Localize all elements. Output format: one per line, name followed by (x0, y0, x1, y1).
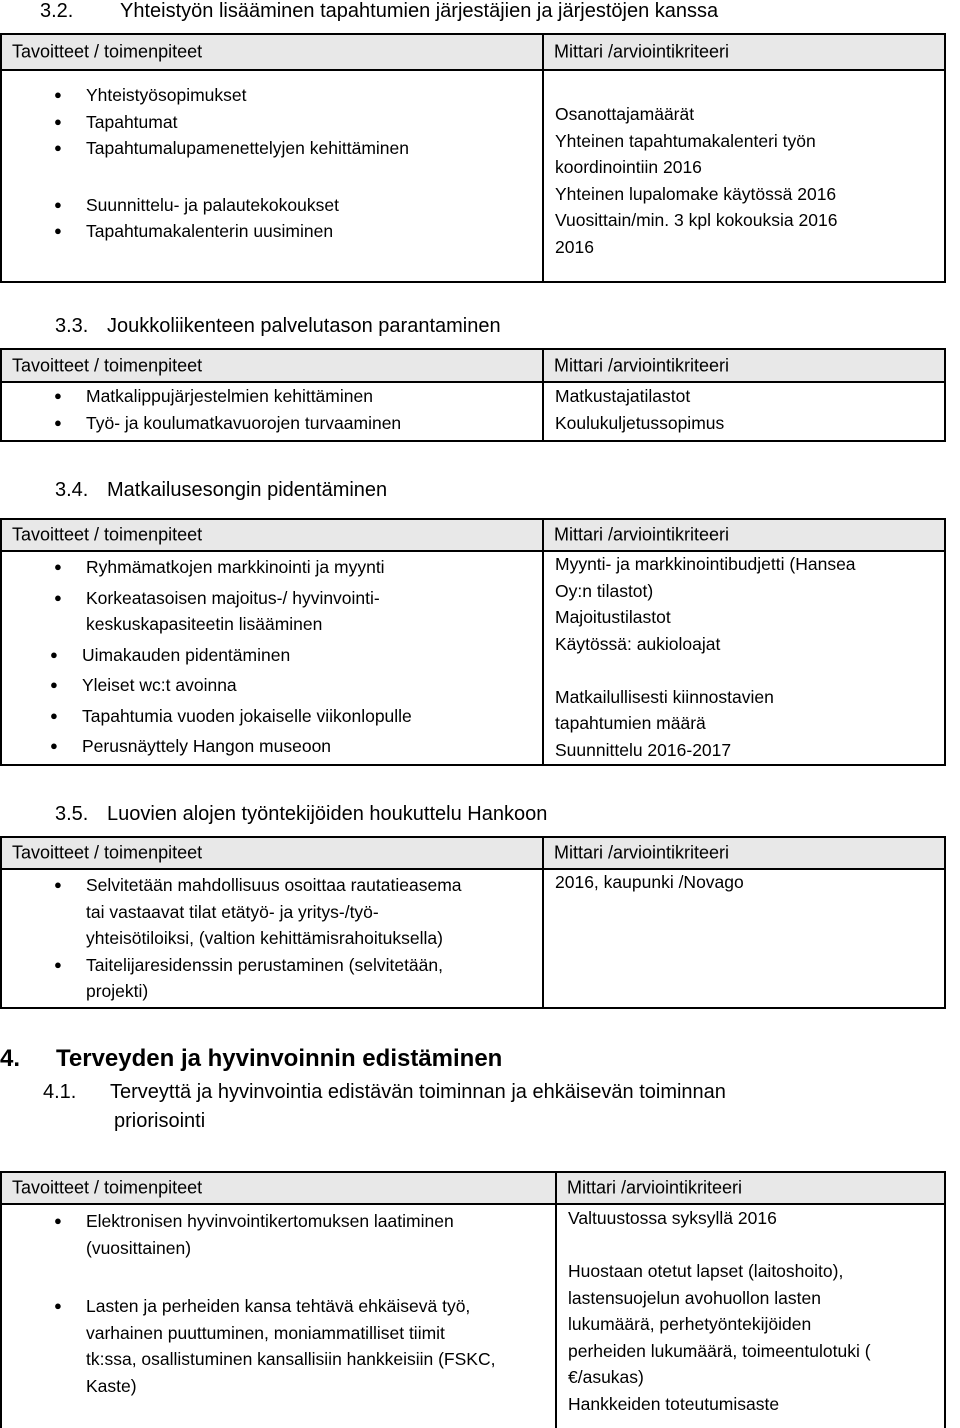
list-item: projekti) (86, 981, 149, 1001)
criteria-line: Valtuustossa syksyllä 2016 (568, 1208, 777, 1228)
section-title: Luovien alojen työntekijöiden houkuttelu Hankoon (107, 803, 548, 825)
section-3-5-heading (55, 803, 547, 826)
criteria-line: Myynti- ja markkinointibudjetti (Hansea (555, 554, 856, 574)
table-3-4 (0, 518, 946, 766)
list-item: Kaste) (86, 1375, 137, 1396)
section-number: 3.5. (55, 803, 89, 825)
criteria-text (555, 551, 856, 763)
section-title: Terveyttä ja hyvinvointia edistävän toiminnan ja ehkäisevän toiminnan (110, 1081, 726, 1103)
list-item: ● Suunnittelu- ja palautekokoukset (86, 192, 409, 219)
col-header-right: Mittari /arviointikriteeri (554, 355, 730, 375)
section-3-3-heading (55, 315, 501, 338)
section-3-4-heading (55, 479, 387, 502)
criteria-line: perheiden lukumäärä, toimeentulotuki ( (568, 1340, 871, 1361)
criteria-line: 2016 (555, 236, 594, 257)
list-item: ● Korkeatasoisen majoitus-/ hyvinvointi- (86, 585, 412, 612)
list-item: ● Selvitetään mahdollisuus osoittaa rautatieasema (86, 872, 462, 899)
list-item: ● Tapahtumakalenterin uusiminen (86, 218, 409, 245)
section-number: 3.4. (55, 479, 89, 501)
col-header-right: Mittari /arviointikriteeri (554, 842, 730, 863)
table-3-5 (0, 836, 946, 1009)
section-title: Yhteistyön lisääminen tapahtumien järjestäjien ja järjestöjen kanssa (120, 0, 719, 22)
criteria-line: Huostaan otetut lapset (laitoshoito), (568, 1261, 844, 1281)
criteria-line: 2016, kaupunki /Novago (555, 872, 744, 892)
criteria-text (568, 1205, 871, 1417)
criteria-line: Yhteinen lupalomake käytössä 2016 (555, 183, 837, 204)
criteria-line: lukumäärä, perhetyöntekijöiden (568, 1314, 812, 1334)
list-item: yhteisötiloiksi, (valtion kehittämisrahoituksella) (86, 928, 443, 948)
col-header-left: Tavoitteet / toimenpiteet (12, 524, 203, 545)
criteria-text (555, 383, 724, 436)
chapter-number: 4. (0, 1045, 21, 1072)
col-header-right: Mittari /arviointikriteeri (554, 41, 730, 62)
section-4-1-heading-cont (114, 1110, 205, 1133)
measures-list (86, 1208, 495, 1399)
list-item: keskuskapasiteetin lisääminen (86, 614, 323, 634)
list-item: (vuosittainen) (86, 1237, 192, 1258)
col-header-right: Mittari /arviointikriteeri (567, 1177, 743, 1198)
list-item: tai vastaavat tilat etätyö- ja yritys-/työ- (86, 901, 379, 922)
list-item: ● Työ- ja koulumatkavuorojen turvaaminen (86, 410, 401, 437)
measures-list (82, 554, 412, 760)
criteria-line: tapahtumien määrä (555, 713, 706, 733)
list-item: ● Uimakauden pidentäminen (82, 642, 412, 669)
criteria-line: Matkustajatilastot (555, 386, 691, 406)
measures-list (86, 383, 401, 436)
measures-list (86, 82, 409, 245)
list-item: varhainen puuttuminen, moniammatilliset tiimit (86, 1322, 445, 1343)
list-item: ● Taitelijaresidenssin perustaminen (selvitetään, (86, 952, 462, 979)
col-header-left: Tavoitteet / toimenpiteet (12, 41, 203, 62)
criteria-text (555, 869, 744, 896)
criteria-line: Oy:n tilastot) (555, 580, 654, 601)
section-number: 4.1. (43, 1081, 77, 1103)
table-3-3 (0, 348, 946, 442)
criteria-line: Suunnittelu 2016-2017 (555, 739, 732, 760)
list-item: ● Tapahtumia vuoden jokaiselle viikonlopulle (82, 703, 412, 730)
criteria-text (555, 101, 837, 260)
list-item: ● Elektronisen hyvinvointikertomuksen laatiminen (86, 1208, 495, 1235)
section-title: priorisointi (114, 1110, 206, 1132)
measures-list (86, 872, 462, 1005)
col-header-left: Tavoitteet / toimenpiteet (12, 355, 203, 375)
criteria-line: lastensuojelun avohuollon lasten (568, 1287, 821, 1308)
criteria-line: Osanottajamäärät (555, 104, 695, 124)
list-item: ● Tapahtumat (86, 109, 409, 136)
list-item: tk:ssa, osallistuminen kansallisiin hankkeisiin (FSKC, (86, 1349, 496, 1369)
chapter-title: Terveyden ja hyvinvoinnin edistäminen (56, 1045, 503, 1072)
list-item: ● Yleiset wc:t avoinna (82, 672, 412, 699)
col-header-right: Mittari /arviointikriteeri (554, 524, 730, 545)
criteria-line: Käytössä: aukioloajat (555, 633, 721, 654)
list-item: ● Lasten ja perheiden kansa tehtävä ehkäisevä työ, (86, 1293, 495, 1320)
list-item: ● Matkalippujärjestelmien kehittäminen (86, 383, 401, 410)
table-3-2 (0, 33, 946, 283)
col-header-left: Tavoitteet / toimenpiteet (12, 1177, 203, 1198)
list-item: ● Tapahtumalupamenettelyjen kehittäminen (86, 135, 409, 162)
list-item: ● Perusnäyttely Hangon museoon (82, 733, 412, 760)
chapter-4-heading (0, 1045, 502, 1073)
section-number: 3.2. (40, 0, 74, 22)
criteria-line: Vuosittain/min. 3 kpl kokouksia 2016 (555, 210, 838, 230)
list-item: ● Yhteistyösopimukset (86, 82, 409, 109)
criteria-line: Matkailullisesti kiinnostavien (555, 686, 774, 707)
criteria-line: Koulukuljetussopimus (555, 412, 725, 433)
section-number: 3.3. (55, 315, 89, 337)
criteria-line: Majoitustilastot (555, 607, 671, 627)
section-title: Matkailusesongin pidentäminen (107, 479, 388, 501)
criteria-line: Hankkeiden toteutumisaste (568, 1393, 780, 1414)
table-4-1 (0, 1171, 946, 1428)
criteria-line: Yhteinen tapahtumakalenteri työn (555, 130, 816, 151)
col-header-left: Tavoitteet / toimenpiteet (12, 842, 203, 863)
section-3-2-heading (40, 0, 718, 23)
list-item: ● Ryhmämatkojen markkinointi ja myynti (86, 554, 412, 581)
criteria-line: koordinointiin 2016 (555, 157, 702, 177)
section-title: Joukkoliikenteen palvelutason parantaminen (107, 315, 501, 337)
criteria-line: €/asukas) (568, 1367, 644, 1387)
section-4-1-heading (43, 1081, 726, 1104)
